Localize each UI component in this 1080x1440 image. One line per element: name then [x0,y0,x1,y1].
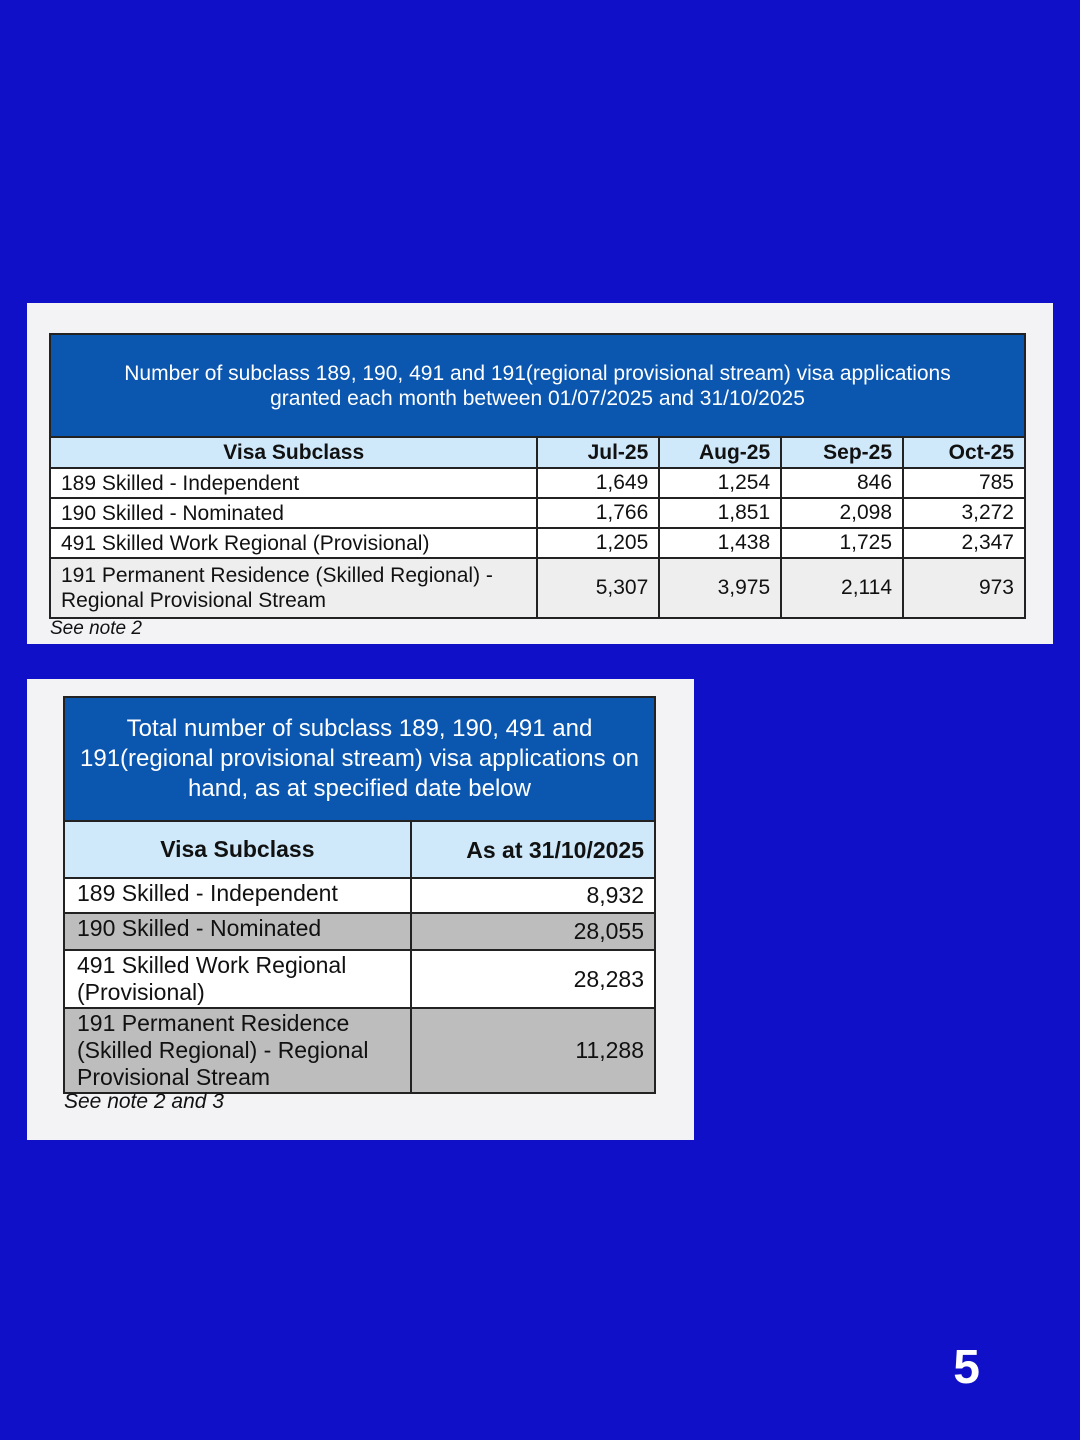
cell-value: 846 [781,468,903,498]
cell-value: 1,205 [537,528,659,558]
table-note: See note 2 and 3 [64,1090,224,1113]
cell-value: 2,098 [781,498,903,528]
cell-value: 8,932 [411,878,655,913]
column-header-sep-25: Sep-25 [781,437,903,468]
row-label: 189 Skilled - Independent [50,468,537,498]
table-title: Total number of subclass 189, 190, 491 and 191(regional provisional stream) visa applications on hand, as at specified date below [64,697,655,821]
cell-value: 3,272 [903,498,1025,528]
granted-applications-table [49,333,1026,619]
column-header-jul-25: Jul-25 [537,437,659,468]
cell-value: 2,347 [903,528,1025,558]
cell-value: 11,288 [411,1008,655,1093]
table-title: Number of subclass 189, 190, 491 and 191(regional provisional stream) visa applications granted each month between 01/07/2025 and 31/10/2025 [50,334,1025,437]
cell-value: 5,307 [537,558,659,618]
table-row [50,468,1025,498]
row-label: 191 Permanent Residence (Skilled Regional) - Regional Provisional Stream [64,1008,411,1093]
row-label: 491 Skilled Work Regional (Provisional) [50,528,537,558]
table-row [64,950,655,1008]
page-number: 5 [953,1341,980,1394]
row-label: 189 Skilled - Independent [64,878,411,913]
column-header-visa-subclass: Visa Subclass [50,437,537,468]
cell-value: 973 [903,558,1025,618]
cell-value: 28,283 [411,950,655,1008]
cell-value: 28,055 [411,913,655,950]
cell-value: 1,725 [781,528,903,558]
cell-value: 2,114 [781,558,903,618]
cell-value: 1,649 [537,468,659,498]
on-hand-applications-panel [27,679,694,1140]
column-header-oct-25: Oct-25 [903,437,1025,468]
row-label: 191 Permanent Residence (Skilled Regional) - Regional Provisional Stream [50,558,537,618]
cell-value: 3,975 [659,558,781,618]
column-header-aug-25: Aug-25 [659,437,781,468]
column-header-visa-subclass: Visa Subclass [64,821,411,878]
cell-value: 1,766 [537,498,659,528]
table-row [64,1008,655,1093]
granted-applications-panel [27,303,1053,644]
table-row [50,558,1025,618]
on-hand-applications-table [63,696,656,1094]
table-row [50,498,1025,528]
row-label: 190 Skilled - Nominated [50,498,537,528]
cell-value: 1,254 [659,468,781,498]
table-note: See note 2 [50,618,142,639]
cell-value: 1,438 [659,528,781,558]
row-label: 491 Skilled Work Regional (Provisional) [64,950,411,1008]
table-row [64,878,655,913]
table-row [64,913,655,950]
column-header-as-at-date: As at 31/10/2025 [411,821,655,878]
cell-value: 785 [903,468,1025,498]
cell-value: 1,851 [659,498,781,528]
row-label: 190 Skilled - Nominated [64,913,411,950]
table-row [50,528,1025,558]
